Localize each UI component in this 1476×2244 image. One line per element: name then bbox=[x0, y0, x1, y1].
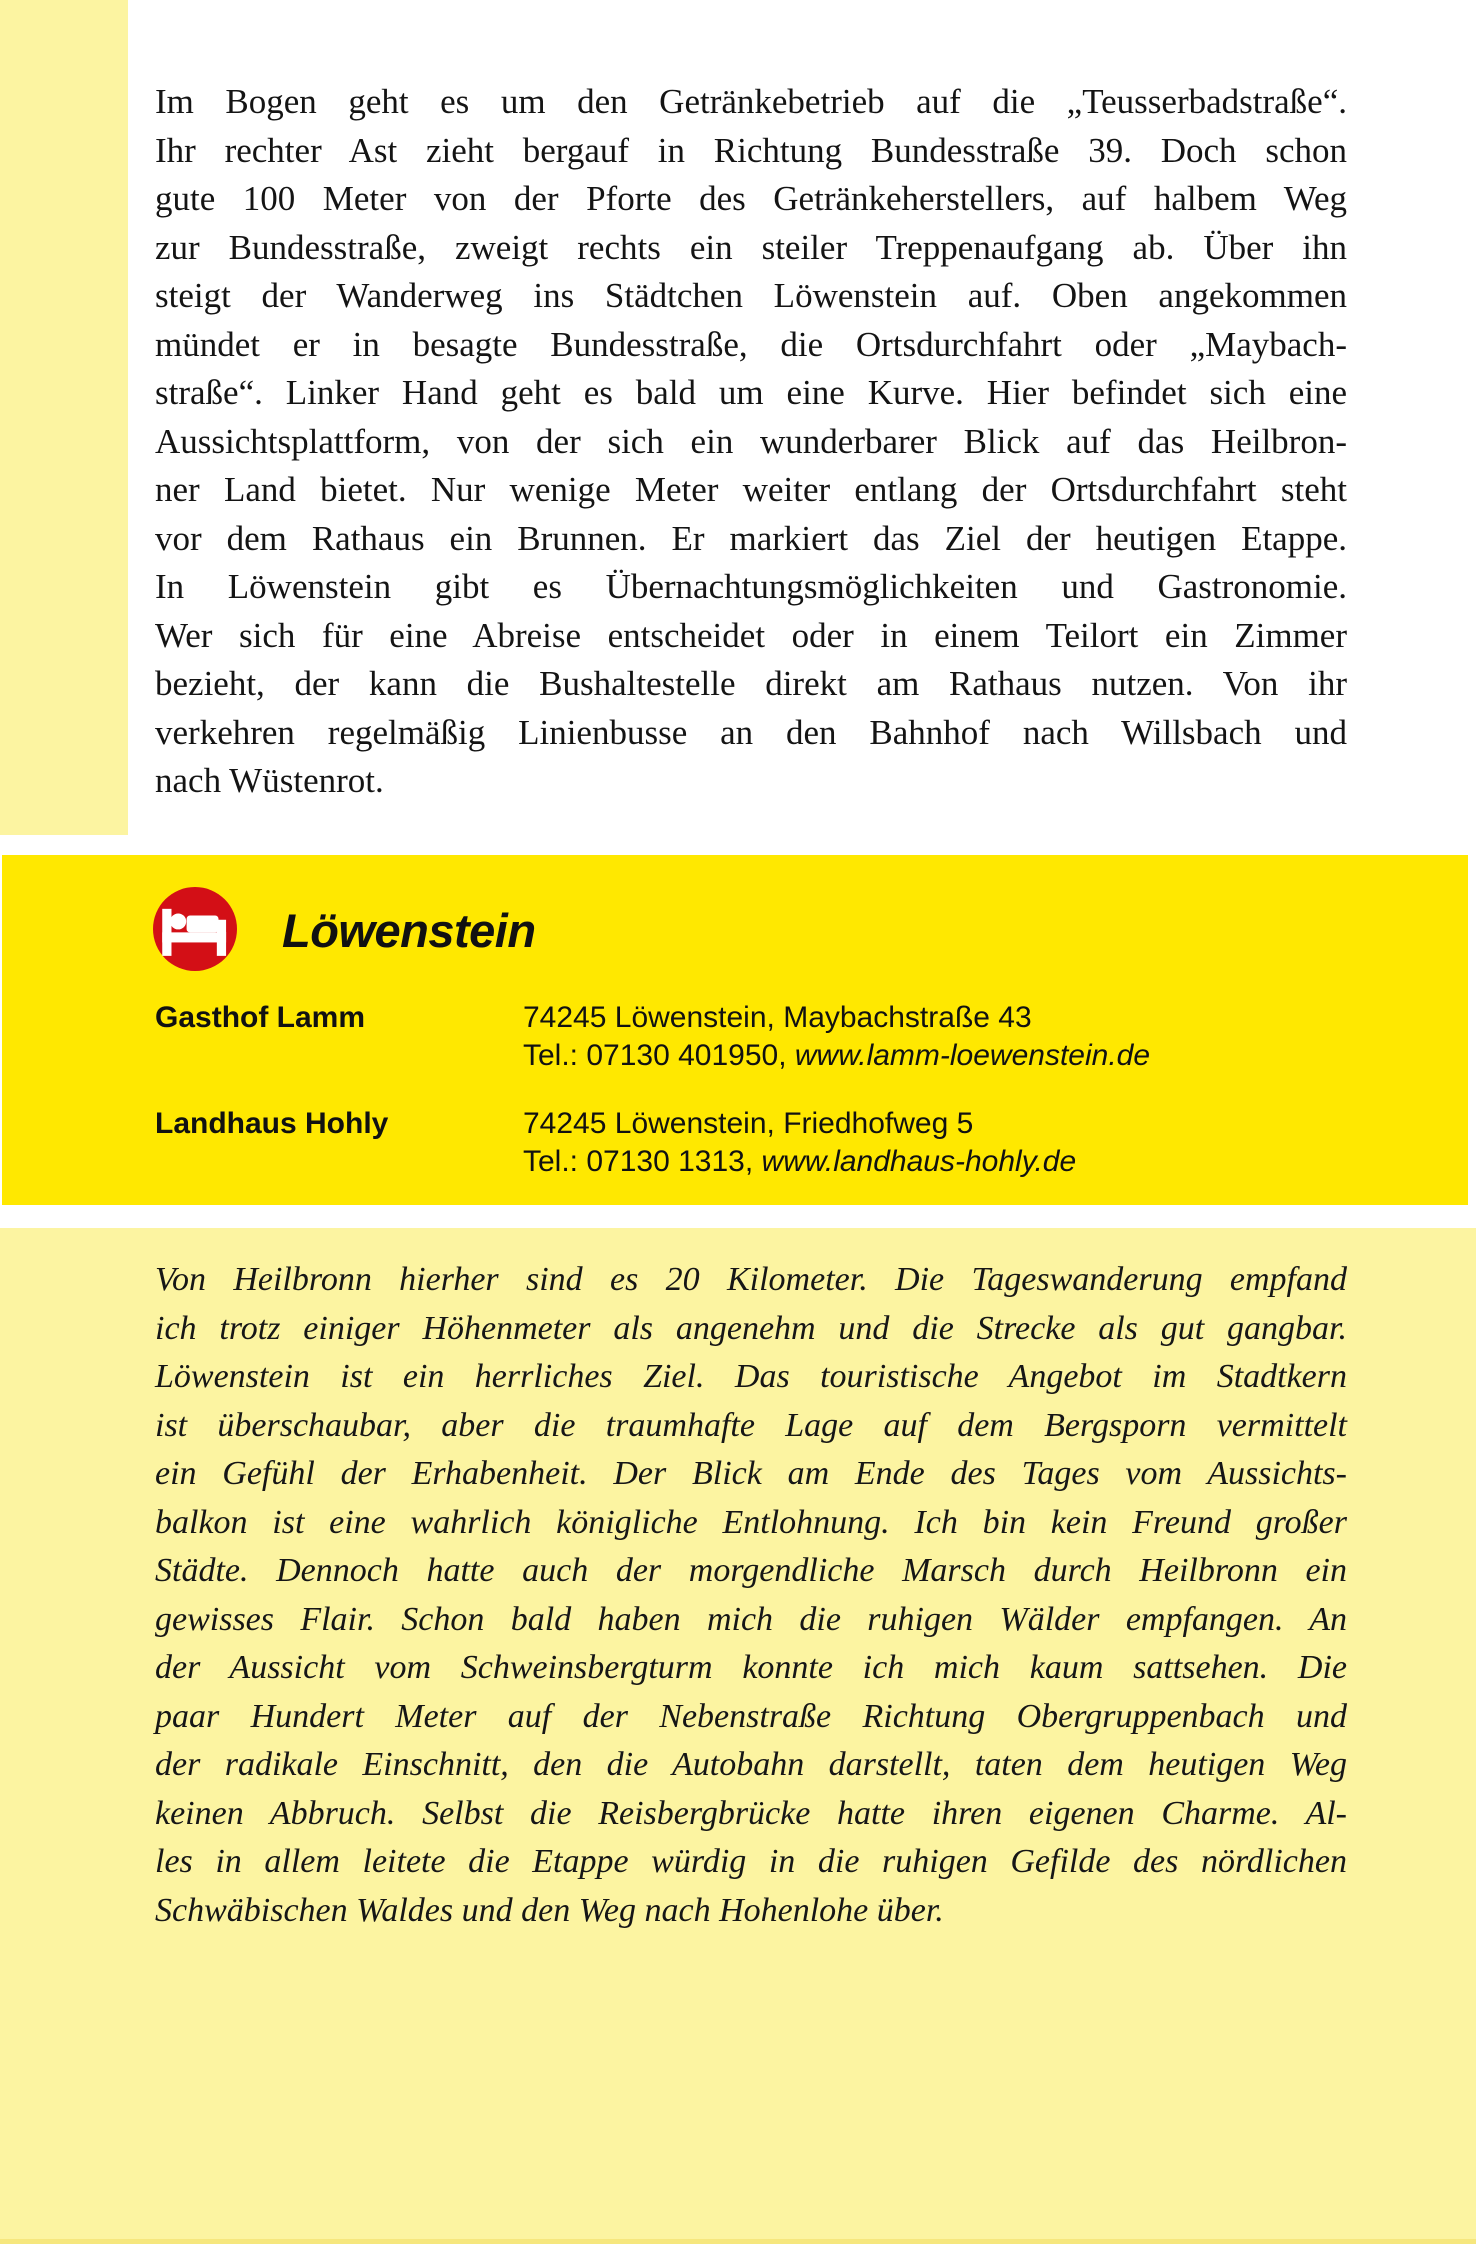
entry-address: 74245 Löwenstein, Maybachstraße 43 bbox=[523, 1001, 1032, 1034]
text-line: straße“. Linker Hand geht es bald um eine Kurve. Hier befindet sich eine bbox=[155, 373, 1347, 412]
text-line: les in allem leitete die Etappe würdig in die ruhigen Gefilde des nördlichen bbox=[155, 1843, 1347, 1880]
text-line: Im Bogen geht es um den Getränkebetrieb auf die „Teusserbadstraße“. bbox=[155, 82, 1347, 121]
text-line: Ihr rechter Ast zieht bergauf in Richtung Bundesstraße 39. Doch schon bbox=[155, 130, 1347, 170]
text-line: nach Wüstenrot. bbox=[155, 761, 384, 800]
entry-tel: Tel.: 07130 1313, bbox=[523, 1145, 762, 1178]
entry-address: 74245 Löwenstein, Friedhofweg 5 bbox=[523, 1107, 974, 1140]
text-line: Löwenstein ist ein herrliches Ziel. Das touristische Angebot im Stadtkern bbox=[155, 1358, 1347, 1395]
text-line: ist überschaubar, aber die traumhafte Lage auf dem Bergsporn vermittelt bbox=[155, 1406, 1347, 1444]
text-line: balkon ist eine wahrlich königliche Entlohnung. Ich bin kein Freund großer bbox=[155, 1503, 1347, 1541]
entry-name: Gasthof Lamm bbox=[155, 1001, 366, 1034]
text-line: Schwäbischen Waldes und den Weg nach Hohenlohe über. bbox=[155, 1891, 944, 1929]
text-line: mündet er in besagte Bundesstraße, die Ortsdurchfahrt oder „Maybach- bbox=[155, 324, 1347, 364]
text-line: verkehren regelmäßig Linienbusse an den Bahnhof nach Willsbach und bbox=[155, 712, 1347, 752]
main-paragraph bbox=[155, 78, 1347, 806]
entry-name: Landhaus Hohly bbox=[155, 1107, 389, 1140]
page-edge-strip bbox=[0, 2239, 1476, 2244]
text-line: vor dem Rathaus ein Brunnen. Er markiert das Ziel der heutigen Etappe. bbox=[155, 518, 1347, 558]
text-line: zur Bundesstraße, zweigt rechts ein steiler Treppenaufgang ab. Über ihn bbox=[155, 227, 1347, 267]
commentary-paragraph bbox=[155, 1256, 1347, 1935]
text-line: Von Heilbronn hierher sind es 20 Kilometer. Die Tageswanderung empfand bbox=[155, 1261, 1347, 1298]
text-line: In Löwenstein gibt es Übernachtungsmöglichkeiten und Gastronomie. bbox=[155, 567, 1347, 606]
entry-contact bbox=[523, 1143, 1393, 1181]
text-line: keinen Abbruch. Selbst die Reisbergbrücke hatte ihren eigenen Charme. Al- bbox=[155, 1794, 1347, 1832]
text-line: Städte. Dennoch hatte auch der morgendliche Marsch durch Heilbronn ein bbox=[155, 1552, 1347, 1589]
text-line: gute 100 Meter von der Pforte des Getränkeherstellers, auf halbem Weg bbox=[155, 179, 1347, 218]
text-line: ein Gefühl der Erhabenheit. Der Blick am Ende des Tages vom Aussichts- bbox=[155, 1455, 1347, 1492]
entry-tel: Tel.: 07130 401950, bbox=[523, 1039, 795, 1072]
info-box-title: Löwenstein bbox=[282, 904, 536, 957]
text-line: ich trotz einiger Höhenmeter als angenehm und die Strecke als gut gangbar. bbox=[155, 1309, 1347, 1347]
text-line: Wer sich für eine Abreise entscheidet oder in einem Teilort ein Zimmer bbox=[155, 615, 1347, 655]
text-line: der radikale Einschnitt, den die Autobahn darstellt, taten dem heutigen Weg bbox=[155, 1746, 1347, 1783]
text-line: der Aussicht vom Schweinsbergturm konnte ich mich kaum sattsehen. Die bbox=[155, 1649, 1347, 1686]
entry-url: www.landhaus-hohly.de bbox=[761, 1145, 1077, 1178]
entry-contact bbox=[523, 1037, 1393, 1075]
text-line: steigt der Wanderweg ins Städtchen Löwenstein auf. Oben angekommen bbox=[155, 276, 1347, 315]
text-line: ner Land bietet. Nur wenige Meter weiter entlang der Ortsdurchfahrt steht bbox=[155, 470, 1347, 509]
bed-icon bbox=[153, 887, 237, 971]
text-line: bezieht, der kann die Bushaltestelle direkt am Rathaus nutzen. Von ihr bbox=[155, 664, 1347, 703]
entry-url: www.lamm-loewenstein.de bbox=[794, 1039, 1151, 1072]
text-line: gewisses Flair. Schon bald haben mich die ruhigen Wälder empfangen. An bbox=[155, 1600, 1347, 1638]
text-line: paar Hundert Meter auf der Nebenstraße Richtung Obergruppenbach und bbox=[155, 1697, 1347, 1735]
text-line: Aussichtsplattform, von der sich ein wunderbarer Blick auf das Heilbron- bbox=[155, 421, 1347, 461]
margin-band bbox=[0, 0, 128, 835]
